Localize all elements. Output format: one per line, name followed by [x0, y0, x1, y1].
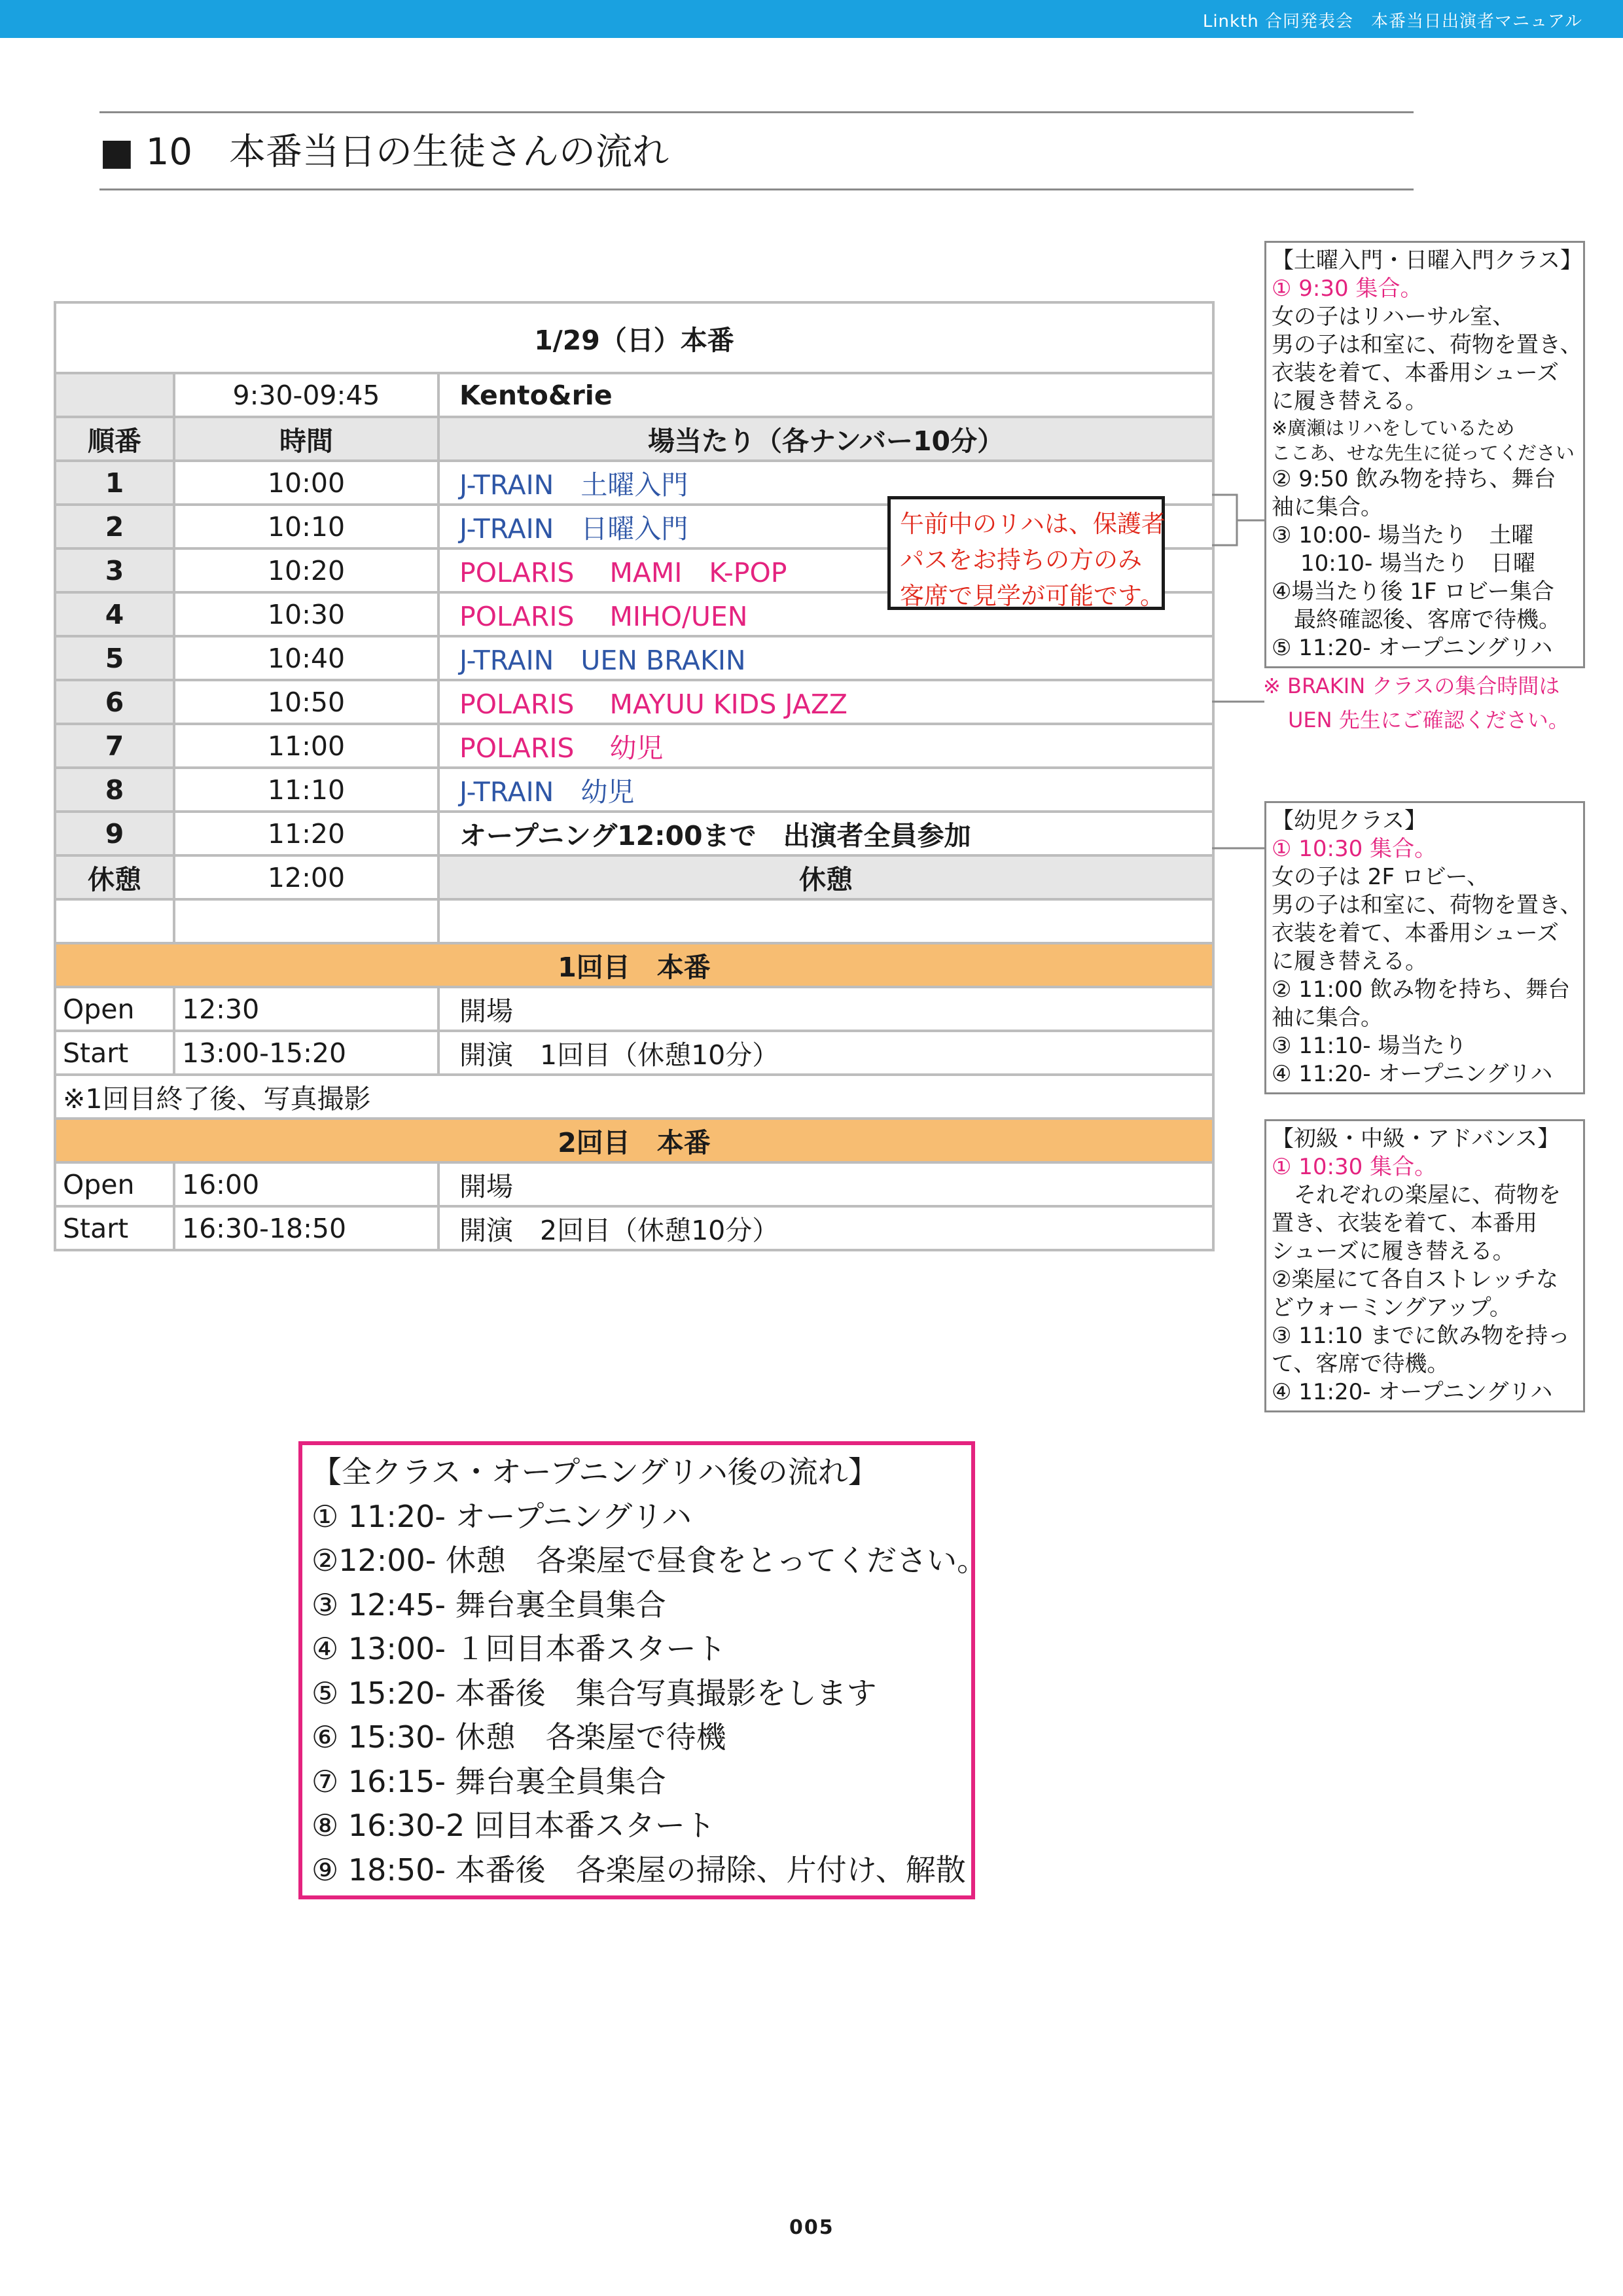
row-item: POLARIS MIHO/UEN [438, 592, 1213, 636]
page-title: ■ 10 本番当日の生徒さんの流れ [99, 131, 669, 173]
row-time: 11:20 [174, 812, 438, 855]
box-line: ③ 11:10 までに飲み物を持っ [1272, 1323, 1571, 1349]
gather-time: ① 10:30 集合。 [1272, 1154, 1437, 1180]
box-line: シューズに履き替える。 [1272, 1238, 1515, 1265]
brakin-note-line: ※ BRAKIN クラスの集合時間は [1263, 673, 1560, 698]
show2-label: Open [55, 1162, 174, 1206]
schedule-caption: 1/29（日）本番 [55, 302, 1213, 373]
break-num: 休憩 [55, 855, 174, 899]
box-line: ⑤ 11:20- オープニングリハ [1272, 635, 1553, 661]
box-line: に履き替える。 [1272, 948, 1427, 975]
row-time: 10:10 [174, 505, 438, 548]
notice-line: パスをお持ちの方のみ [900, 546, 1142, 574]
box-small-note: ここあ、せな先生に従ってください [1272, 442, 1575, 464]
notice-line: 客席で見学が可能です。 [900, 582, 1165, 610]
row-item: POLARIS MAMI K-POP [438, 548, 1213, 592]
advanced-class-box [1264, 1119, 1585, 1412]
show1-time: 12:30 [174, 987, 438, 1031]
header-item: 場当たり（各ナンバー10分） [438, 417, 1213, 461]
row-item: オープニング12:00まで 出演者全員参加 [438, 812, 1213, 855]
row-num: 3 [55, 548, 174, 592]
flow-item: ④ 13:00- １回目本番スタート [312, 1631, 726, 1666]
show1-label: Start [55, 1031, 174, 1075]
box-line: 女の子は 2F ロビー、 [1272, 864, 1489, 890]
flow-item: ②12:00- 休憩 各楽屋で昼食をとってください。 [312, 1543, 988, 1578]
saturday-sunday-class-box [1264, 241, 1585, 668]
box-title: 【初級・中級・アドバンス】 [1272, 1126, 1560, 1152]
show1-note: ※1回目終了後、写真撮影 [55, 1075, 1213, 1119]
row-item: J-TRAIN 日曜入門 [438, 505, 1213, 548]
box-line: 男の子は和室に、荷物を置き、 [1272, 332, 1582, 358]
row-num: 6 [55, 680, 174, 724]
box-line: それぞれの楽屋に、荷物を [1272, 1182, 1561, 1208]
box-line: ②楽屋にて各自ストレッチな [1272, 1266, 1559, 1293]
header-num: 順番 [55, 417, 174, 461]
pre-row-time: 9:30-09:45 [174, 373, 438, 417]
show2-time: 16:00 [174, 1162, 438, 1206]
header-time: 時間 [174, 417, 438, 461]
gather-time: ① 10:30 集合。 [1272, 836, 1437, 862]
flow-item: ⑨ 18:50- 本番後 各楽屋の掃除、片付け、解散 [312, 1852, 966, 1888]
box-line: 衣装を着て、本番用シューズ [1272, 920, 1559, 946]
box-line: 女の子はリハーサル室、 [1272, 304, 1515, 330]
row-time: 10:30 [174, 592, 438, 636]
break-item: 休憩 [438, 855, 1213, 899]
flow-item: ⑤ 15:20- 本番後 集合写真撮影をします [312, 1675, 877, 1711]
box-line: ④ 11:20- オープニングリハ [1272, 1061, 1553, 1087]
box-line: 袖に集合。 [1272, 494, 1383, 520]
show2-label: Start [55, 1206, 174, 1250]
box-line: に履き替える。 [1272, 388, 1427, 414]
show2-header: 2回目 本番 [55, 1119, 1213, 1162]
row-item: POLARIS 幼児 [438, 724, 1213, 768]
box-line: ③ 10:00- 場当たり 土曜 [1272, 522, 1534, 548]
box-line: ② 9:50 飲み物を持ち、舞台 [1272, 466, 1556, 492]
row-item: POLARIS MAYUU KIDS JAZZ [438, 680, 1213, 724]
show1-header: 1回目 本番 [55, 943, 1213, 987]
flow-item: ⑥ 15:30- 休憩 各楽屋で待機 [312, 1719, 726, 1755]
show1-desc: 開場 [438, 987, 1213, 1031]
box-line: ③ 11:10- 場当たり [1272, 1033, 1467, 1059]
box-line: ② 11:00 飲み物を持ち、舞台 [1272, 977, 1571, 1003]
row-time: 11:10 [174, 768, 438, 812]
flow-item: ⑦ 16:15- 舞台裏全員集合 [312, 1763, 666, 1799]
box-line: ④ 11:20- オープニングリハ [1272, 1379, 1553, 1405]
box-line: 最終確認後、客席で待機。 [1294, 607, 1561, 633]
row-time: 10:00 [174, 461, 438, 505]
box-small-note: ※廣瀬はリハをしているため [1272, 417, 1515, 439]
row-time: 10:40 [174, 636, 438, 680]
row-time: 10:20 [174, 548, 438, 592]
show1-label: Open [55, 987, 174, 1031]
flow-item: ⑧ 16:30-2 回目本番スタート [312, 1808, 715, 1843]
row-num: 7 [55, 724, 174, 768]
row-num: 4 [55, 592, 174, 636]
box-line: 置き、衣装を着て、本番用 [1272, 1210, 1537, 1236]
box-title: 【土曜入門・日曜入門クラス】 [1272, 247, 1582, 274]
infant-class-box [1264, 801, 1585, 1094]
row-num: 8 [55, 768, 174, 812]
row-item: J-TRAIN 土曜入門 [438, 461, 1213, 505]
row-num: 2 [55, 505, 174, 548]
row-item: J-TRAIN 幼児 [438, 768, 1213, 812]
break-time: 12:00 [174, 855, 438, 899]
box-title: 【幼児クラス】 [1272, 808, 1427, 834]
pre-row-item: Kento&rie [438, 373, 1213, 417]
box-line: 男の子は和室に、荷物を置き、 [1272, 892, 1582, 918]
notice-line: 午前中のリハは、保護者 [900, 510, 1166, 538]
header-title: Linkth 合同発表会 本番当日出演者マニュアル [1202, 12, 1582, 31]
row-time: 10:50 [174, 680, 438, 724]
flow-title: 【全クラス・オープニングリハ後の流れ】 [312, 1454, 878, 1490]
show1-desc: 開演 1回目（休憩10分） [438, 1031, 1213, 1075]
box-line: て、客席で待機。 [1272, 1351, 1450, 1377]
bracket-line-saturday [1212, 495, 1237, 545]
box-line: 10:10- 場当たり 日曜 [1300, 550, 1536, 577]
row-num: 1 [55, 461, 174, 505]
show2-desc: 開場 [438, 1162, 1213, 1206]
box-line: 袖に集合。 [1272, 1005, 1383, 1031]
row-time: 11:00 [174, 724, 438, 768]
brakin-note-line: UEN 先生にご確認ください。 [1288, 708, 1569, 732]
page-number: 005 [789, 2216, 834, 2239]
gather-time: ① 9:30 集合。 [1272, 276, 1423, 302]
row-num: 9 [55, 812, 174, 855]
brakin-note [1263, 669, 1569, 737]
show2-time: 16:30-18:50 [174, 1206, 438, 1250]
show2-desc: 開演 2回目（休憩10分） [438, 1206, 1213, 1250]
box-line: どウォーミングアップ。 [1272, 1295, 1512, 1321]
row-num: 5 [55, 636, 174, 680]
row-item: J-TRAIN UEN BRAKIN [438, 636, 1213, 680]
box-line: 衣装を着て、本番用シューズ [1272, 360, 1559, 386]
box-line: ④場当たり後 1F ロビー集合 [1272, 579, 1554, 605]
flow-item: ③ 12:45- 舞台裏全員集合 [312, 1587, 666, 1623]
show1-time: 13:00-15:20 [174, 1031, 438, 1075]
post-rehearsal-flow-box [298, 1441, 988, 1899]
flow-item: ① 11:20- オープニングリハ [312, 1498, 692, 1534]
